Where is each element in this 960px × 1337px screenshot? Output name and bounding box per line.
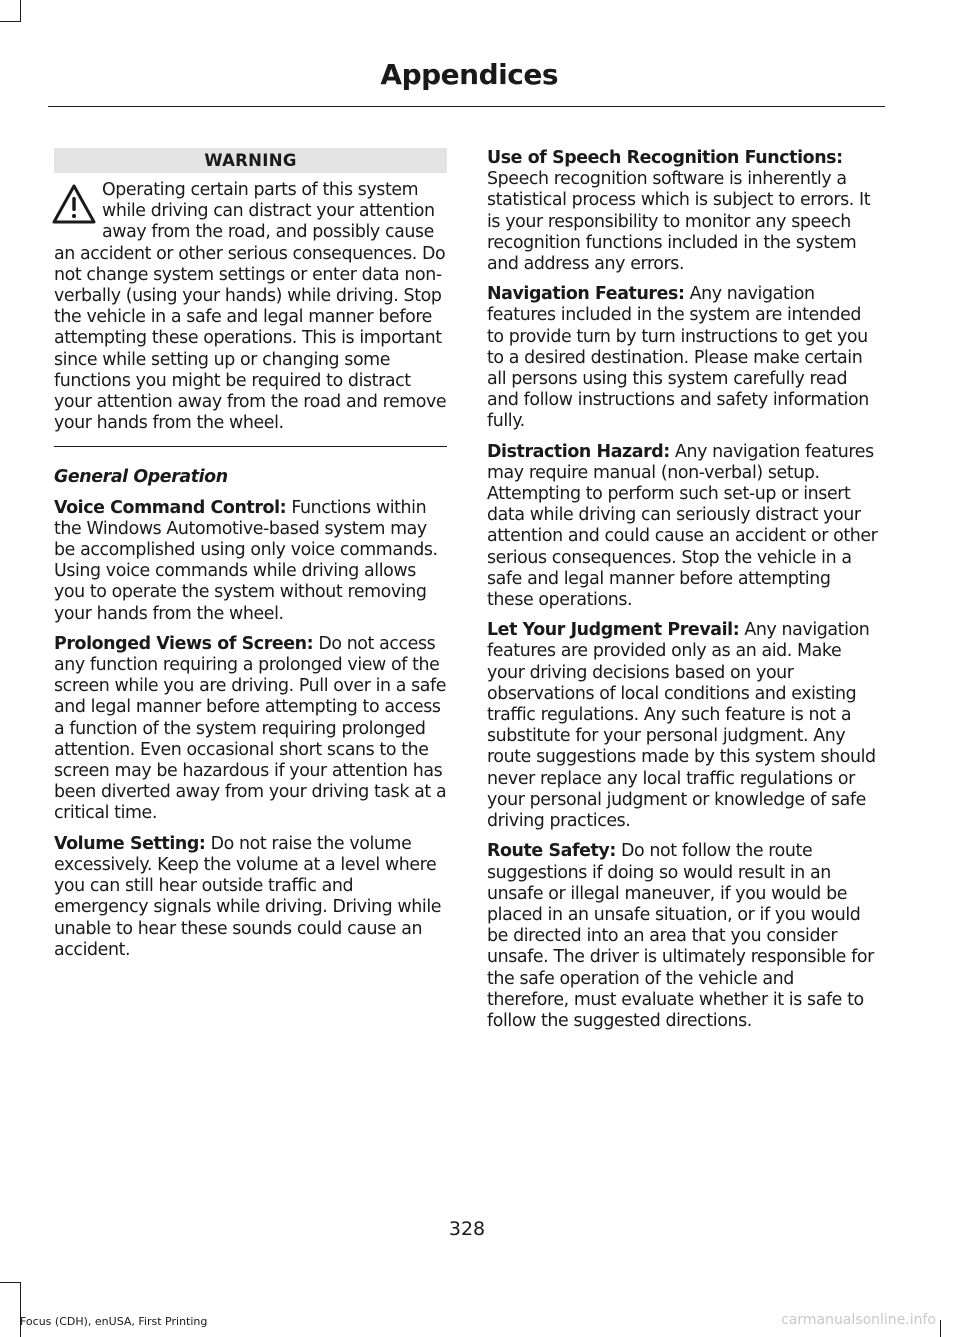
- crop-mark-top-left-v: [20, 0, 21, 22]
- term-voice-command: Voice Command Control:: [54, 497, 287, 518]
- header-rule: [48, 106, 885, 107]
- warning-heading: WARNING: [54, 148, 447, 173]
- paragraph-navigation-features: [487, 284, 880, 432]
- crop-mark-bottom-left-h: [0, 1282, 21, 1283]
- term-route-safety: Route Safety:: [487, 841, 616, 862]
- text-volume-setting: Do not raise the volume excessively. Keep the volume at a level where you can still hear outside traffic and emergency signals while driving. Driving while unable to hear these sounds could cause an accident.: [54, 833, 442, 960]
- paragraph-volume-setting: [54, 834, 447, 961]
- page-number: 328: [448, 1218, 486, 1240]
- term-judgment: Let Your Judgment Prevail:: [487, 620, 740, 641]
- text-speech-recognition: Speech recognition software is inherently a statistical process which is subject to errors. It is your responsibility to monitor any speech recognition functions included in the system and address any errors.: [487, 169, 871, 275]
- text-judgment: Any navigation features are provided only as an aid. Make your driving decisions based on your observations of local conditions and existing traffic regulations. Any such feature is not a substitute for your personal judgment. Any route suggestions made by this system should never replace any local traffic regulations or your personal judgment or knowledge of safe driving practices.: [487, 620, 876, 832]
- term-volume-setting: Volume Setting:: [54, 833, 206, 854]
- watermark: carmanualsonline.info: [781, 1312, 936, 1328]
- text-prolonged-views: Do not access any function requiring a prolonged view of the screen while you are driving. Pull over in a safe and legal manner before attempting to access a function of the system requiring prolonged attention. Even occasional short scans to the screen may be hazardous if your attention has been diverted away from your driving task at a critical time.: [54, 633, 447, 824]
- text-voice-command: Functions within the Windows Automotive-based system may be accomplished using only voice commands. Using voice commands while driving allows you to operate the system without removing your hands from the wheel.: [54, 497, 438, 624]
- edition-footer: Focus (CDH), enUSA, First Printing: [20, 1315, 208, 1328]
- crop-mark-bottom-right-v: [940, 1320, 941, 1337]
- text-distraction-hazard: Any navigation features may require manual (non-verbal) setup. Attempting to perform such set-up or insert data while driving can seriously distract your attention and could cause an accident or other serious consequences. Stop the vehicle in a safe and legal manner before attempting these operations.: [487, 441, 878, 611]
- crop-mark-bottom-left-v: [20, 1282, 21, 1337]
- paragraph-voice-command: [54, 498, 447, 625]
- paragraph-speech-recognition: [487, 148, 880, 275]
- paragraph-prolonged-views: [54, 634, 447, 825]
- right-column: [487, 148, 880, 1041]
- paragraph-judgment: [487, 620, 880, 832]
- term-speech-recognition: Use of Speech Recognition Functions:: [487, 148, 843, 168]
- warning-box: [54, 180, 447, 434]
- text-navigation-features: Any navigation features included in the system are intended to provide turn by turn instructions to get you to a desired destination. Please make certain all persons using this system carefully read and follow instructions and safety information fully.: [487, 284, 869, 432]
- warning-rule: [54, 446, 447, 447]
- warning-text: Operating certain parts of this system while driving can distract your attention away from the road, and possibly cause an accident or other serious consequences. Do not change system settings or enter data non-verbally (using your hands) while driving. Stop the vehicle in a safe and legal manner before attempting these operations. This is important since while setting up or changing some functions you might be required to distract your attention away from the road and remove your hands from the wheel.: [54, 180, 447, 434]
- term-navigation-features: Navigation Features:: [487, 284, 685, 305]
- warning-triangle-icon: [50, 182, 98, 228]
- term-distraction-hazard: Distraction Hazard:: [487, 441, 670, 462]
- paragraph-distraction-hazard: [487, 442, 880, 612]
- left-column: [54, 148, 447, 970]
- paragraph-route-safety: [487, 841, 880, 1032]
- text-route-safety: Do not follow the route suggestions if doing so would result in an unsafe or illegal maneuver, if you would be placed in an unsafe situation, or if you would be directed into an area that you consider unsafe. The driver is ultimately responsible for the safe operation of the vehicle and therefore, must evaluate whether it is safe to follow the suggested directions.: [487, 841, 874, 1031]
- term-prolonged-views: Prolonged Views of Screen:: [54, 633, 314, 654]
- page-title: Appendices: [380, 58, 558, 91]
- section-heading-general-operation: General Operation: [54, 467, 228, 488]
- crop-mark-top-left-h: [0, 21, 21, 22]
